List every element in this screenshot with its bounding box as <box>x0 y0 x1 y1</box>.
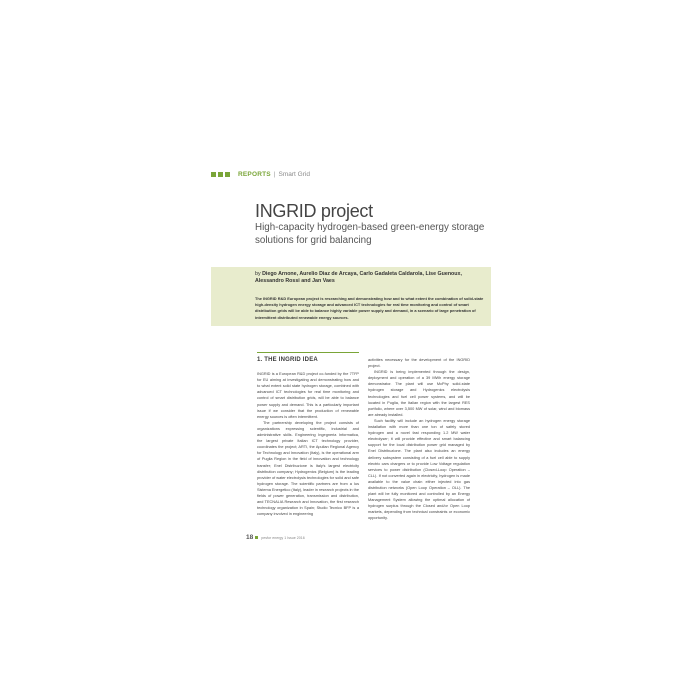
header-squares-icon <box>211 172 232 177</box>
footer-square-icon <box>255 536 258 539</box>
article-subtitle: High-capacity hydrogen-based green-energy storage solutions for grid balancing <box>255 222 485 246</box>
section-heading: 1. THE INGRID IDEA <box>257 357 318 363</box>
paragraph: activities necessary for the development of the INGRID project. <box>368 358 470 369</box>
section-label: REPORTS <box>238 170 271 178</box>
page-footer <box>246 534 305 541</box>
page-number: 18 <box>246 534 254 541</box>
section-rule <box>257 352 359 353</box>
journal-name: pesfor energy 1 Issue 2016 <box>261 535 305 540</box>
section-header <box>211 168 310 180</box>
paragraph: Such facility will include an hydrogen energy storage installation with more than one ton of safely stored hydrogen and a novel fast responding 1.2 MW water electrolyser; it will provide effective and smart balancing support for the local distribution power grid managed by Enel Distribuzione. The plant also includes an energy delivery subsystem consisting of a fuel cell able to supply electric cars chargers or to provide Low Voltage regulation services to power distribution (Closed-Loop Operation – CLL). If not converted again in electricity, hydrogen is made available to the value chain either injected into gas distribution networks (Open Loop Operation – OLL). The plant will be fully monitored and controlled by an Energy Management System allowing the optimal allocation of hydrogen surplus through the Closed and/or Open Loop markets, depending from technical constraints or economic opportunity. <box>368 418 470 521</box>
author-line <box>255 271 485 285</box>
paragraph: INGRID is a European R&D project co-funded by the 7TFP for EU aiming at investigating and demonstrating how and to what extent solid state hydrogen storage, combined with advanced ICT technologies for real time monitoring and control of smart distribution grids, will be able to balance power supply and demand. This is a particularly important issue if we consider that the production of renewable energy sources is often intermittent. <box>257 372 359 419</box>
topic-label: Smart Grid <box>278 170 310 178</box>
paragraph: The partnership developing the project consists of organizations expressing scientific, industrial and administrative skills. Engineering Ingegneria Informatica, the largest private Italian ICT technology provider, coordinates the project; ARTI, the Apulian Regional Agency for Technology and Innovation (Italy), is the operational arm of Puglia Region in the field of innovation and technology transfer; Enel Distribuzione is Italy's largest electricity distribution company; Hydrogenics (Belgium) is the leading provider of water electrolysis technologies for solid and safe hydrogen storage. The scientific partners are from a Ius Sistema Energetico (Italy), leader in research projects in the fields of power generation, transmission and distribution, and TECNALIA Research and Innovation, the first research technology organization in Spain; Studio Tecnico BFP is a company involved in engineering <box>257 420 359 517</box>
body-column-2 <box>368 357 470 522</box>
article-title: INGRID project <box>255 201 373 221</box>
body-column-1 <box>257 357 359 517</box>
header-separator: | <box>273 170 276 178</box>
abstract-text: The INGRID R&D European project is researching and demonstrating how and to what extent the combination of solid-state high-density hydrogen energy storage and advanced ICT technologies for real time monitoring and control of smart distribution grids will be able to balance highly variable power supply and demand, in a scenario of large penetration of intermittent distributed renewable energy sources. <box>255 296 484 320</box>
author-prefix: by <box>255 271 263 277</box>
author-names: Diego Arnone, Aurelio Diaz de Arcaya, Carlo Gadaleta Caldarola, Lise Guenoux, Alessandro Rossi and Jan Vaes <box>255 271 462 285</box>
paragraph: INGRID is being implemented through the design, deployment and operation of a 39 MWh energy storage demonstrator. The plant will use McPhy solid-state hydrogen storage and Hydrogenics electrolysis technologies and fuel cell power systems, and will be located in Puglia, the Italian region with the largest RES portfolio, where over 3,500 MW of solar, wind and biomass are already installed. <box>368 370 470 417</box>
abstract-box <box>211 267 491 326</box>
